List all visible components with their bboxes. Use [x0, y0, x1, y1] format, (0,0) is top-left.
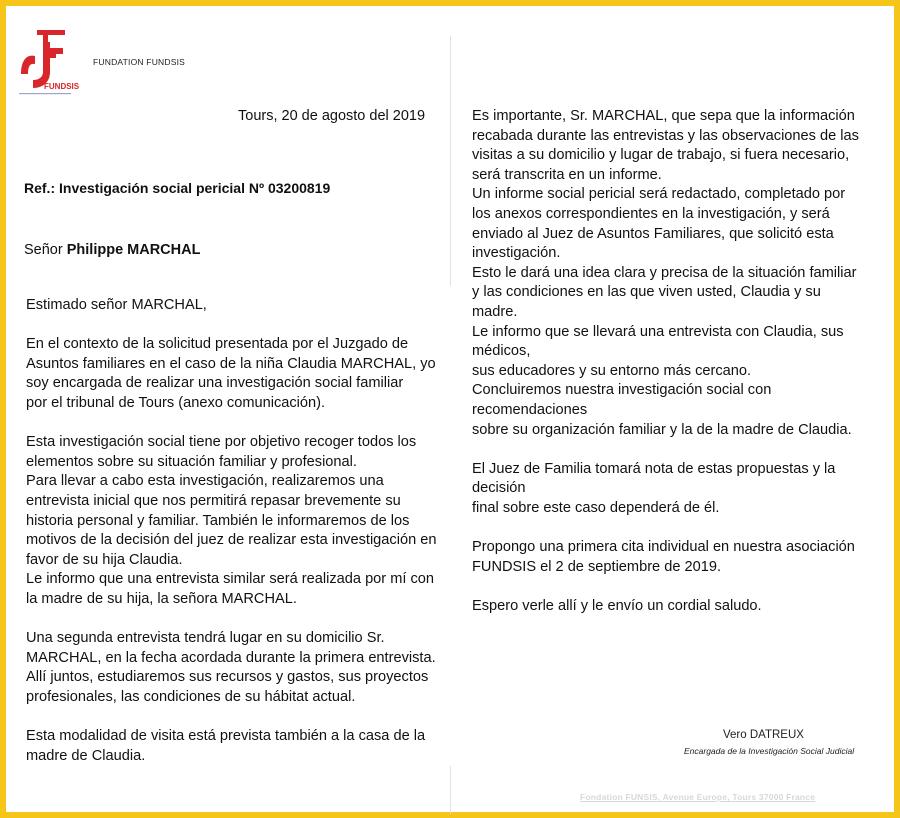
line: Propongo una primera cita individual en nuestra asociación [472, 539, 855, 556]
fundsis-logo [19, 30, 80, 98]
line: historia personal y familiar. También le informaremos de los [26, 512, 410, 529]
line: En el contexto de la solicitud presentada por el Juzgado de [26, 336, 409, 353]
line: la madre de su hija, la señora MARCHAL. [26, 590, 297, 607]
line: sus educadores y su entorno más cercano. [472, 362, 752, 379]
date-line: Tours, 20 de agosto del 2019 [238, 108, 426, 124]
line: Esta investigación social tiene por objetivo recoger todos los [26, 434, 417, 451]
line: favor de su hija Claudia. [26, 551, 183, 568]
signer-title: Encargada de la Investigación Social Judicial [684, 746, 855, 756]
line: recomendaciones [472, 401, 588, 418]
line: Para llevar a cabo esta investigación, realizaremos una [26, 473, 384, 490]
line: los anexos correspondientes en la investigación, y será [472, 205, 830, 222]
line: madre de Claudia. [26, 747, 146, 764]
line: Estimado señor MARCHAL, [26, 297, 207, 313]
line: Espero verle allí y le envío un cordial saludo. [472, 597, 762, 614]
line: y las condiciones en las que viven usted, Claudia y su [472, 284, 821, 301]
line: FUNDSIS el 2 de septiembre de 2019. [472, 558, 722, 575]
left-column [26, 296, 446, 766]
line: Un informe social pericial será redactado, completado por [472, 186, 846, 203]
line: sobre su organización familiar y la de la madre de Claudia. [472, 421, 852, 438]
line: investigación. [472, 245, 561, 262]
line: profesionales, las condiciones de su hábitat actual. [26, 688, 356, 705]
line: entrevista inicial que nos permitirá repasar brevemente su [26, 492, 401, 509]
column-divider-bottom [450, 766, 451, 814]
line: decisión [472, 480, 526, 497]
line: Le informo que una entrevista similar será realizada por mí con [26, 571, 435, 588]
line: soy encargada de realizar una investigación social familiar [26, 375, 404, 392]
line: madre. [472, 303, 518, 320]
line: por el tribunal de Tours (anexo comunicación). [26, 394, 326, 411]
line: recabada durante las entrevistas y las observaciones de las [472, 127, 859, 144]
line: Allí juntos, estudiaremos sus recursos y gastos, sus proyectos [26, 669, 429, 686]
footer-address: Fondation FUNSIS, Avenue Europe, Tours 37000 France [580, 792, 816, 802]
signer-name: Vero DATREUX [723, 729, 804, 741]
line: enviado al Juez de Asuntos Familiares, que solicitó esta [472, 225, 834, 242]
line: Asuntos familiares en el caso de la niña Claudia MARCHAL, yo [26, 355, 436, 372]
line: motivos de la decisión del juez de realizar esta investigación en [26, 532, 437, 549]
logo-text: FUNDSIS [44, 82, 80, 91]
line: elementos sobre su situación familiar y profesional. [26, 453, 357, 470]
line: MARCHAL, en la fecha acordada durante la primera entrevista. [26, 649, 436, 666]
addressee [24, 242, 200, 258]
line: médicos, [472, 343, 531, 360]
column-divider [450, 36, 451, 286]
line: Esto le dará una idea clara y precisa de la situación familiar [472, 264, 857, 281]
addressee-prefix: Señor [24, 242, 67, 258]
line: El Juez de Familia tomará nota de estas propuestas y la [472, 460, 836, 477]
addressee-name: Philippe MARCHAL [66, 242, 201, 258]
line: visitas a su domicilio y lugar de trabajo, si fuera necesario, [472, 147, 850, 164]
line: será transcrita en un informe. [472, 166, 662, 183]
line: final sobre este caso dependerá de él. [472, 499, 720, 516]
reference-line: Ref.: Investigación social pericial Nº 03200819 [24, 180, 331, 196]
right-column [472, 107, 872, 616]
line: Le informo que se llevará una entrevista con Claudia, sus [472, 323, 844, 340]
line: Esta modalidad de visita está prevista también a la casa de la [26, 728, 426, 745]
line: Es importante, Sr. MARCHAL, que sepa que la información [472, 108, 855, 124]
line: Una segunda entrevista tendrá lugar en su domicilio Sr. [26, 630, 385, 647]
organization-name: FUNDATION FUNDSIS [93, 57, 186, 67]
line: Concluiremos nuestra investigación social con [472, 382, 772, 399]
